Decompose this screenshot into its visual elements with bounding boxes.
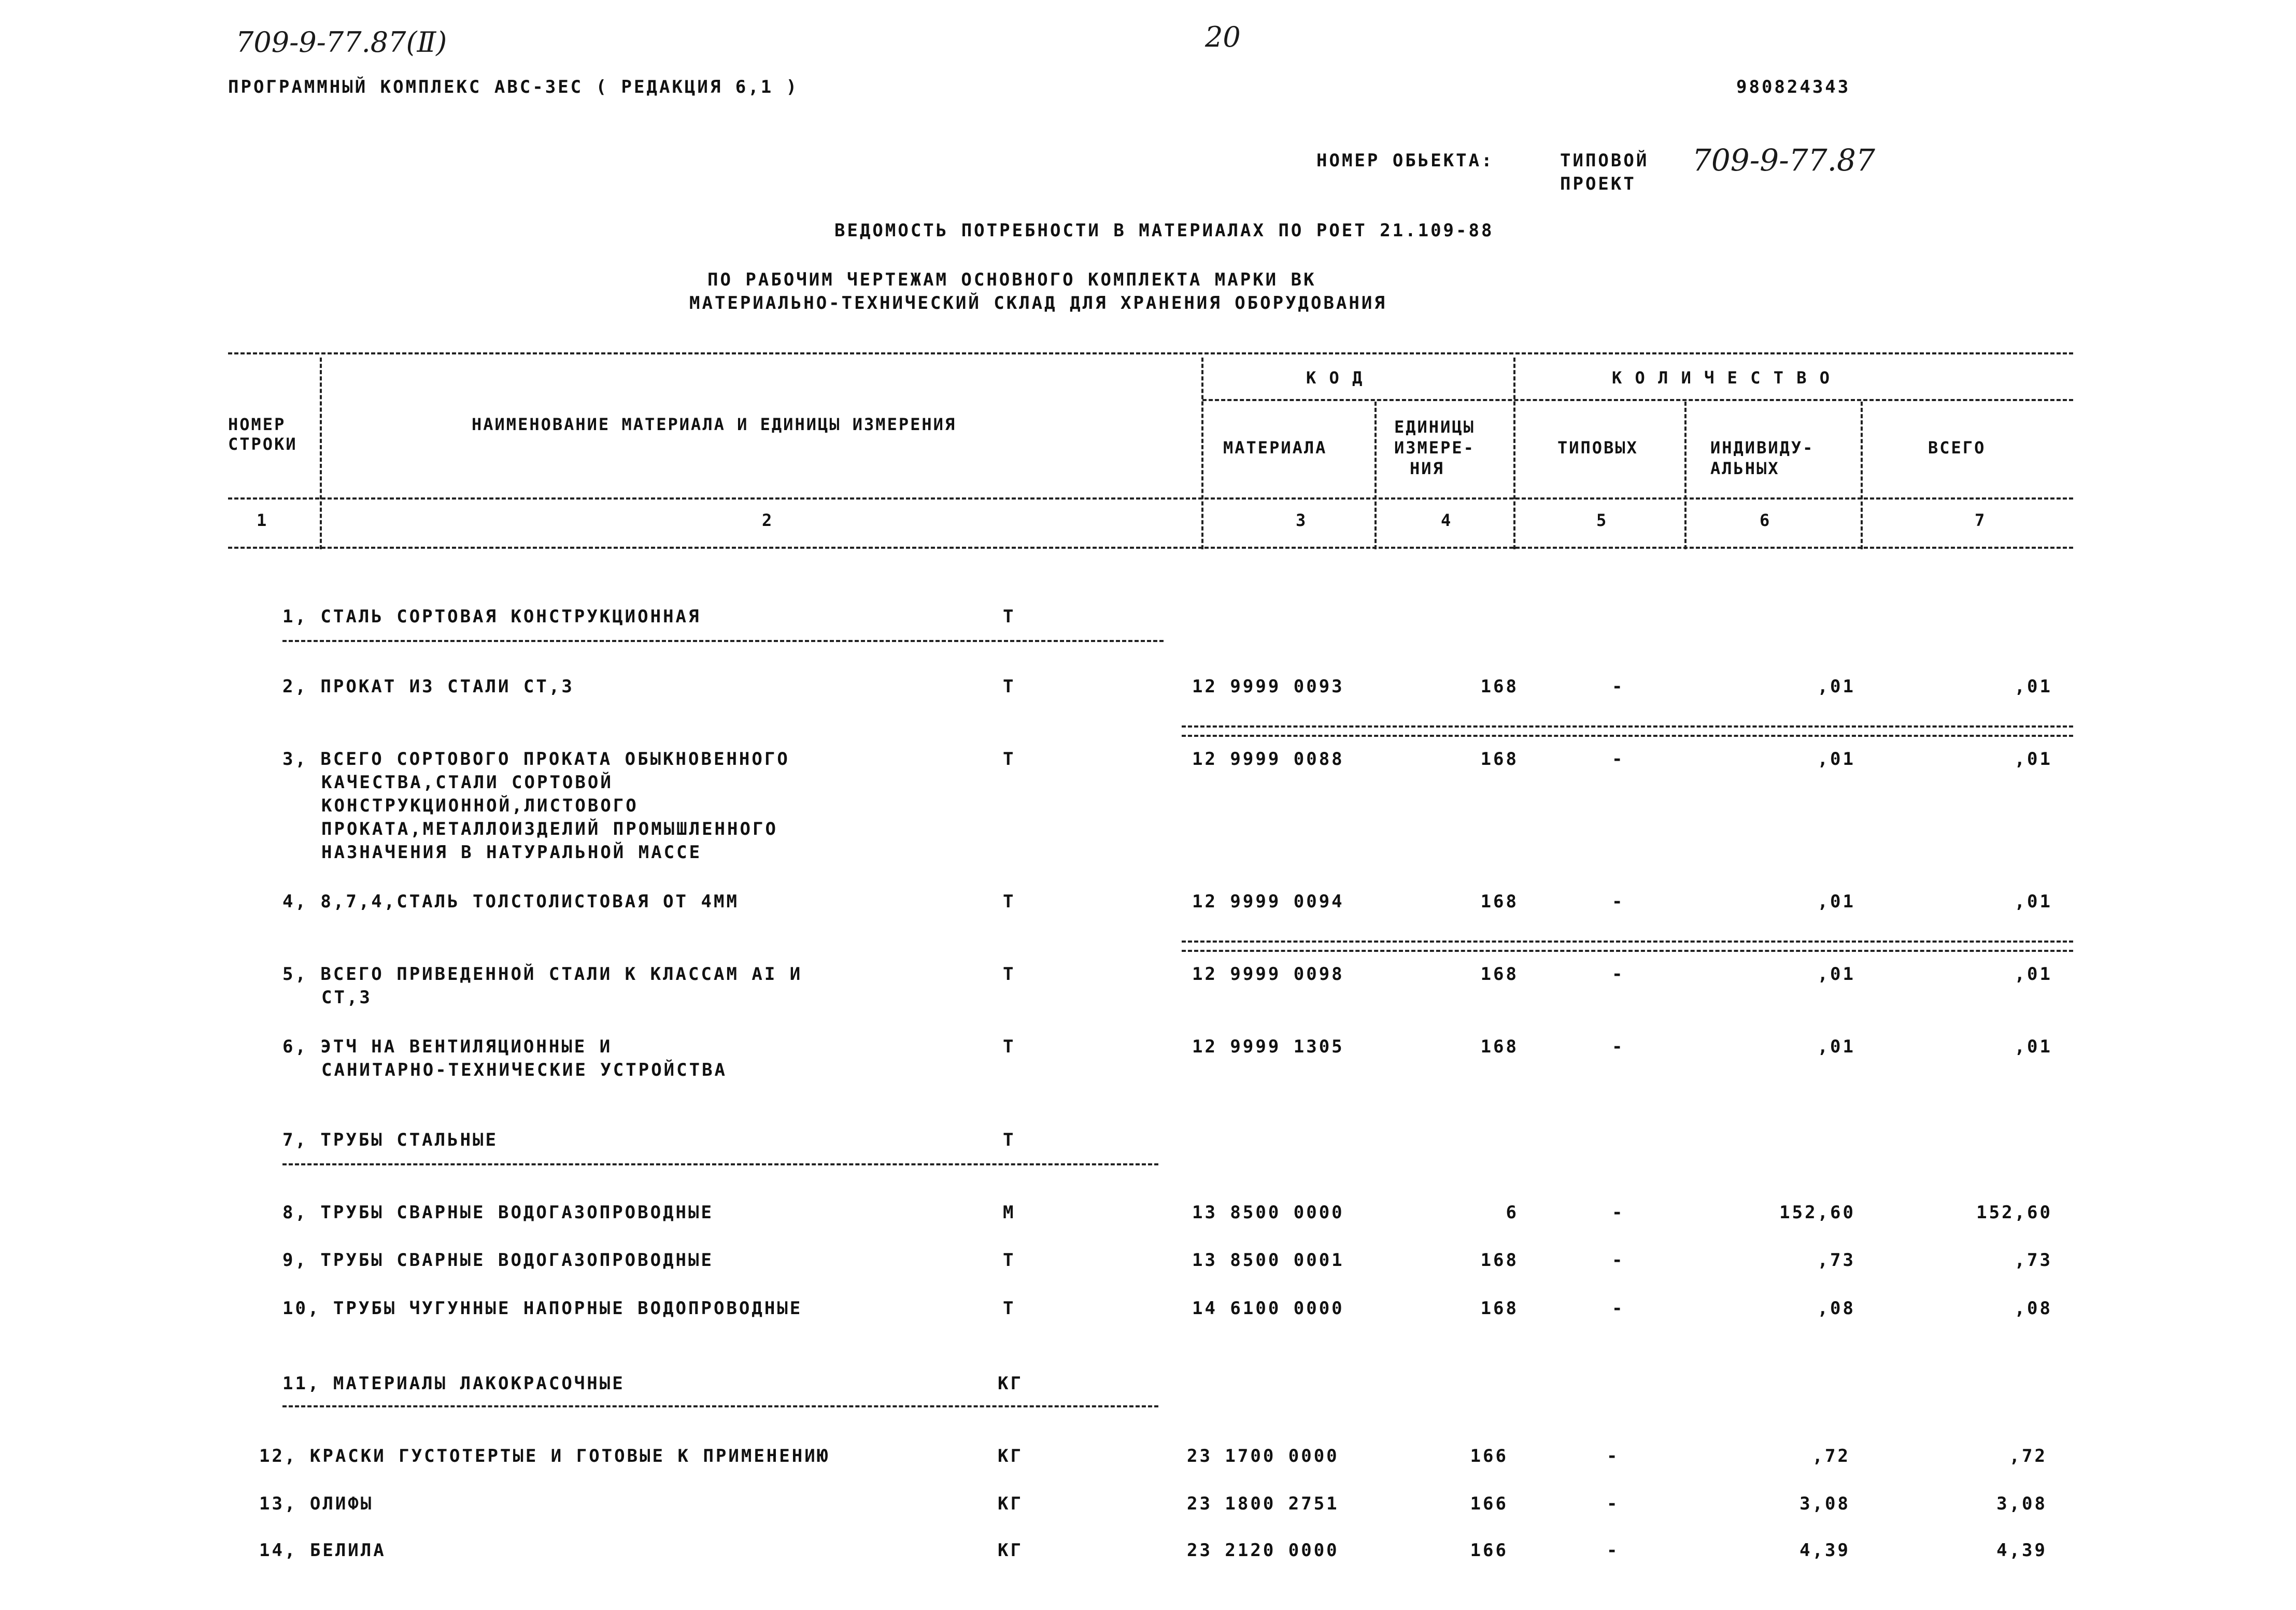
handwritten-code: 709-9-77.87(Ⅱ) bbox=[236, 26, 447, 59]
row-7-unit: Т bbox=[1003, 1130, 1016, 1150]
hdr-num-7: 7 bbox=[1975, 510, 1987, 530]
object-label: НОМЕР ОБЬЕКТА: bbox=[1316, 150, 1494, 171]
row-3-typ: - bbox=[1612, 749, 1625, 770]
hdr-total: ВСЕГО bbox=[1928, 438, 1986, 458]
col-sep-4 bbox=[1513, 358, 1515, 549]
row-6-ind: ,01 bbox=[1817, 1036, 1855, 1057]
row-3-ucode: 168 bbox=[1480, 749, 1519, 770]
row-12-ind: ,72 bbox=[1812, 1446, 1850, 1466]
row-12-ucode: 166 bbox=[1470, 1446, 1508, 1466]
hdr-typical: ТИПОВЫХ bbox=[1557, 438, 1638, 458]
row-9-unit: Т bbox=[1003, 1250, 1016, 1271]
code-group-rule bbox=[1202, 399, 2073, 401]
row-4-ucode: 168 bbox=[1480, 891, 1519, 912]
row-8-code: 13 8500 0000 bbox=[1192, 1202, 1344, 1223]
row-1-underline bbox=[282, 640, 1164, 642]
hdr-num-5: 5 bbox=[1596, 510, 1608, 530]
hdr-indiv-1: ИНДИВИДУ- bbox=[1710, 438, 1815, 458]
row-12-code: 23 1700 0000 bbox=[1187, 1446, 1339, 1466]
row-13-code: 23 1800 2751 bbox=[1187, 1493, 1339, 1514]
row-10-name: 10, ТРУБЫ ЧУГУННЫЕ НАПОРНЫЕ ВОДОПРОВОДНЫЕ bbox=[282, 1298, 803, 1319]
row-14-tot: 4,39 bbox=[1996, 1540, 2047, 1561]
row-5-name-1: 5, ВСЕГО ПРИВЕДЕННОЙ СТАЛИ К КЛАССАМ АI И bbox=[282, 964, 803, 985]
row-5-tot: ,01 bbox=[2014, 964, 2052, 985]
row-11-name: 11, МАТЕРИАЛЫ ЛАКОКРАСОЧНЫЕ bbox=[282, 1373, 625, 1394]
row-12-name: 12, КРАСКИ ГУСТОТЕРТЫЕ И ГОТОВЫЕ К ПРИМЕНЕНИЮ bbox=[259, 1446, 830, 1466]
row-3-code: 12 9999 0088 bbox=[1192, 749, 1344, 770]
row-5-unit: Т bbox=[1003, 964, 1016, 985]
hdr-num-6: 6 bbox=[1760, 510, 1771, 530]
row-7-underline bbox=[282, 1163, 1158, 1165]
row-10-ind: ,08 bbox=[1817, 1298, 1855, 1319]
hdr-num-1: 1 bbox=[257, 510, 268, 530]
row-8-ucode: 6 bbox=[1506, 1202, 1519, 1223]
row-13-ucode: 166 bbox=[1470, 1493, 1508, 1514]
row-13-unit: КГ bbox=[998, 1493, 1023, 1514]
hdr-unit-3: НИЯ bbox=[1410, 459, 1444, 478]
hdr-unit-1: ЕДИНИЦЫ bbox=[1394, 417, 1475, 437]
row-2-typ: - bbox=[1612, 676, 1625, 697]
row-13-name: 13, ОЛИФЫ bbox=[259, 1493, 374, 1514]
row-1-unit: Т bbox=[1003, 606, 1016, 627]
row-6-code: 12 9999 1305 bbox=[1192, 1036, 1344, 1057]
row-6-unit: Т bbox=[1003, 1036, 1016, 1057]
row-12-tot: ,72 bbox=[2009, 1446, 2047, 1466]
row-6-typ: - bbox=[1612, 1036, 1625, 1057]
row-6-name-1: 6, ЭТЧ НА ВЕНТИЛЯЦИОННЫЕ И bbox=[282, 1036, 613, 1057]
row-3-name-1: 3, ВСЕГО СОРТОВОГО ПРОКАТА ОБЫКНОВЕННОГО bbox=[282, 749, 790, 770]
row-2-tot: ,01 bbox=[2014, 676, 2052, 697]
doc-number: 980824343 bbox=[1736, 77, 1851, 97]
row-7-name: 7, ТРУБЫ СТАЛЬНЫЕ bbox=[282, 1130, 498, 1150]
row-14-unit: КГ bbox=[998, 1540, 1023, 1561]
row-4-unit: Т bbox=[1003, 891, 1016, 912]
hdr-indiv-2: АЛЬНЫХ bbox=[1710, 459, 1780, 478]
total-separator-2 bbox=[1182, 941, 2073, 952]
row-4-name: 4, 8,7,4,СТАЛЬ ТОЛСТОЛИСТОВАЯ ОТ 4ММ bbox=[282, 891, 739, 912]
row-14-typ: - bbox=[1607, 1540, 1620, 1561]
row-4-typ: - bbox=[1612, 891, 1625, 912]
row-9-ucode: 168 bbox=[1480, 1250, 1519, 1271]
row-10-typ: - bbox=[1612, 1298, 1625, 1319]
row-3-ind: ,01 bbox=[1817, 749, 1855, 770]
col-sep-6 bbox=[1861, 402, 1863, 549]
row-11-unit: КГ bbox=[998, 1373, 1023, 1394]
typical-label-1: ТИПОВОЙ bbox=[1560, 150, 1649, 171]
row-10-tot: ,08 bbox=[2014, 1298, 2052, 1319]
col-sep-5 bbox=[1684, 402, 1686, 549]
typical-label-2: ПРОЕКТ bbox=[1560, 174, 1636, 194]
row-2-code: 12 9999 0093 bbox=[1192, 676, 1344, 697]
header-top-rule bbox=[228, 352, 2073, 354]
row-3-name-2: КАЧЕСТВА,СТАЛИ СОРТОВОЙ bbox=[321, 772, 613, 793]
row-5-ucode: 168 bbox=[1480, 964, 1519, 985]
row-9-tot: ,73 bbox=[2014, 1250, 2052, 1271]
total-separator-1 bbox=[1182, 725, 2073, 737]
row-6-ucode: 168 bbox=[1480, 1036, 1519, 1057]
col-sep-3 bbox=[1374, 402, 1377, 549]
hdr-num-2: 2 bbox=[762, 510, 774, 530]
row-8-tot: 152,60 bbox=[1976, 1202, 2052, 1223]
page-number: 20 bbox=[1205, 21, 1241, 53]
row-10-unit: Т bbox=[1003, 1298, 1016, 1319]
hdr-row-no-2: СТРОКИ bbox=[228, 434, 297, 454]
row-4-code: 12 9999 0094 bbox=[1192, 891, 1344, 912]
row-14-code: 23 2120 0000 bbox=[1187, 1540, 1339, 1561]
row-8-typ: - bbox=[1612, 1202, 1625, 1223]
row-5-code: 12 9999 0098 bbox=[1192, 964, 1344, 985]
row-1-name: 1, СТАЛЬ СОРТОВАЯ КОНСТРУКЦИОННАЯ bbox=[282, 606, 701, 627]
row-8-unit: М bbox=[1003, 1202, 1016, 1223]
row-3-name-3: КОНСТРУКЦИОННОЙ,ЛИСТОВОГО bbox=[321, 795, 639, 816]
row-12-unit: КГ bbox=[998, 1446, 1023, 1466]
row-12-typ: - bbox=[1607, 1446, 1620, 1466]
row-4-ind: ,01 bbox=[1817, 891, 1855, 912]
row-11-underline bbox=[282, 1405, 1158, 1407]
col-sep-2 bbox=[1201, 358, 1203, 549]
row-9-code: 13 8500 0001 bbox=[1192, 1250, 1344, 1271]
row-14-ind: 4,39 bbox=[1799, 1540, 1850, 1561]
row-2-ind: ,01 bbox=[1817, 676, 1855, 697]
row-3-unit: Т bbox=[1003, 749, 1016, 770]
row-5-ind: ,01 bbox=[1817, 964, 1855, 985]
hdr-qty-group: К О Л И Ч Е С Т В О bbox=[1612, 368, 1832, 388]
sub-title-1: ПО РАБОЧИМ ЧЕРТЕЖАМ ОСНОВНОГО КОМПЛЕКТА МАРКИ ВК bbox=[707, 269, 1316, 290]
hdr-unit-2: ИЗМЕРЕ- bbox=[1394, 438, 1475, 458]
row-2-name: 2, ПРОКАТ ИЗ СТАЛИ СТ,3 bbox=[282, 676, 574, 697]
hdr-code-group: К О Д bbox=[1306, 368, 1364, 388]
sub-title-2: МАТЕРИАЛЬНО-ТЕХНИЧЕСКИЙ СКЛАД ДЛЯ ХРАНЕНИЯ ОБОРУДОВАНИЯ bbox=[689, 293, 1387, 314]
row-13-tot: 3,08 bbox=[1996, 1493, 2047, 1514]
header-bottom-rule bbox=[228, 497, 2073, 500]
row-13-ind: 3,08 bbox=[1799, 1493, 1850, 1514]
row-9-typ: - bbox=[1612, 1250, 1625, 1271]
row-3-tot: ,01 bbox=[2014, 749, 2052, 770]
row-14-ucode: 166 bbox=[1470, 1540, 1508, 1561]
main-title: ВЕДОМОСТЬ ПОТРЕБНОСТИ В МАТЕРИАЛАХ ПО РОЕТ 21.109-88 bbox=[834, 220, 1494, 241]
row-6-tot: ,01 bbox=[2014, 1036, 2052, 1057]
hdr-material: МАТЕРИАЛА bbox=[1223, 438, 1327, 458]
project-code-handwritten: 709-9-77.87 bbox=[1692, 143, 1875, 178]
row-13-typ: - bbox=[1607, 1493, 1620, 1514]
row-10-code: 14 6100 0000 bbox=[1192, 1298, 1344, 1319]
hdr-name: НАИМЕНОВАНИЕ МАТЕРИАЛА И ЕДИНИЦЫ ИЗМЕРЕНИЯ bbox=[472, 415, 957, 434]
numbers-bottom-rule bbox=[228, 547, 2073, 549]
hdr-num-4: 4 bbox=[1441, 510, 1453, 530]
row-9-ind: ,73 bbox=[1817, 1250, 1855, 1271]
hdr-num-3: 3 bbox=[1296, 510, 1308, 530]
col-sep-1 bbox=[320, 358, 322, 549]
row-10-ucode: 168 bbox=[1480, 1298, 1519, 1319]
row-6-name-2: САНИТАРНО-ТЕХНИЧЕСКИЕ УСТРОЙСТВА bbox=[321, 1060, 728, 1080]
row-2-unit: Т bbox=[1003, 676, 1016, 697]
row-8-name: 8, ТРУБЫ СВАРНЫЕ ВОДОГАЗОПРОВОДНЫЕ bbox=[282, 1202, 714, 1223]
row-3-name-5: НАЗНАЧЕНИЯ В НАТУРАЛЬНОЙ МАССЕ bbox=[321, 842, 702, 863]
program-line: ПРОГРАММНЫЙ КОМПЛЕКС АВС-3ЕС ( РЕДАКЦИЯ 6,1 ) bbox=[228, 77, 799, 97]
row-3-name-4: ПРОКАТА,МЕТАЛЛОИЗДЕЛИЙ ПРОМЫШЛЕННОГО bbox=[321, 819, 778, 839]
row-5-name-2: СТ,3 bbox=[321, 987, 372, 1008]
row-8-ind: 152,60 bbox=[1779, 1202, 1855, 1223]
row-2-ucode: 168 bbox=[1480, 676, 1519, 697]
row-4-tot: ,01 bbox=[2014, 891, 2052, 912]
row-5-typ: - bbox=[1612, 964, 1625, 985]
row-9-name: 9, ТРУБЫ СВАРНЫЕ ВОДОГАЗОПРОВОДНЫЕ bbox=[282, 1250, 714, 1271]
row-14-name: 14, БЕЛИЛА bbox=[259, 1540, 386, 1561]
hdr-row-no-1: НОМЕР bbox=[228, 415, 286, 434]
